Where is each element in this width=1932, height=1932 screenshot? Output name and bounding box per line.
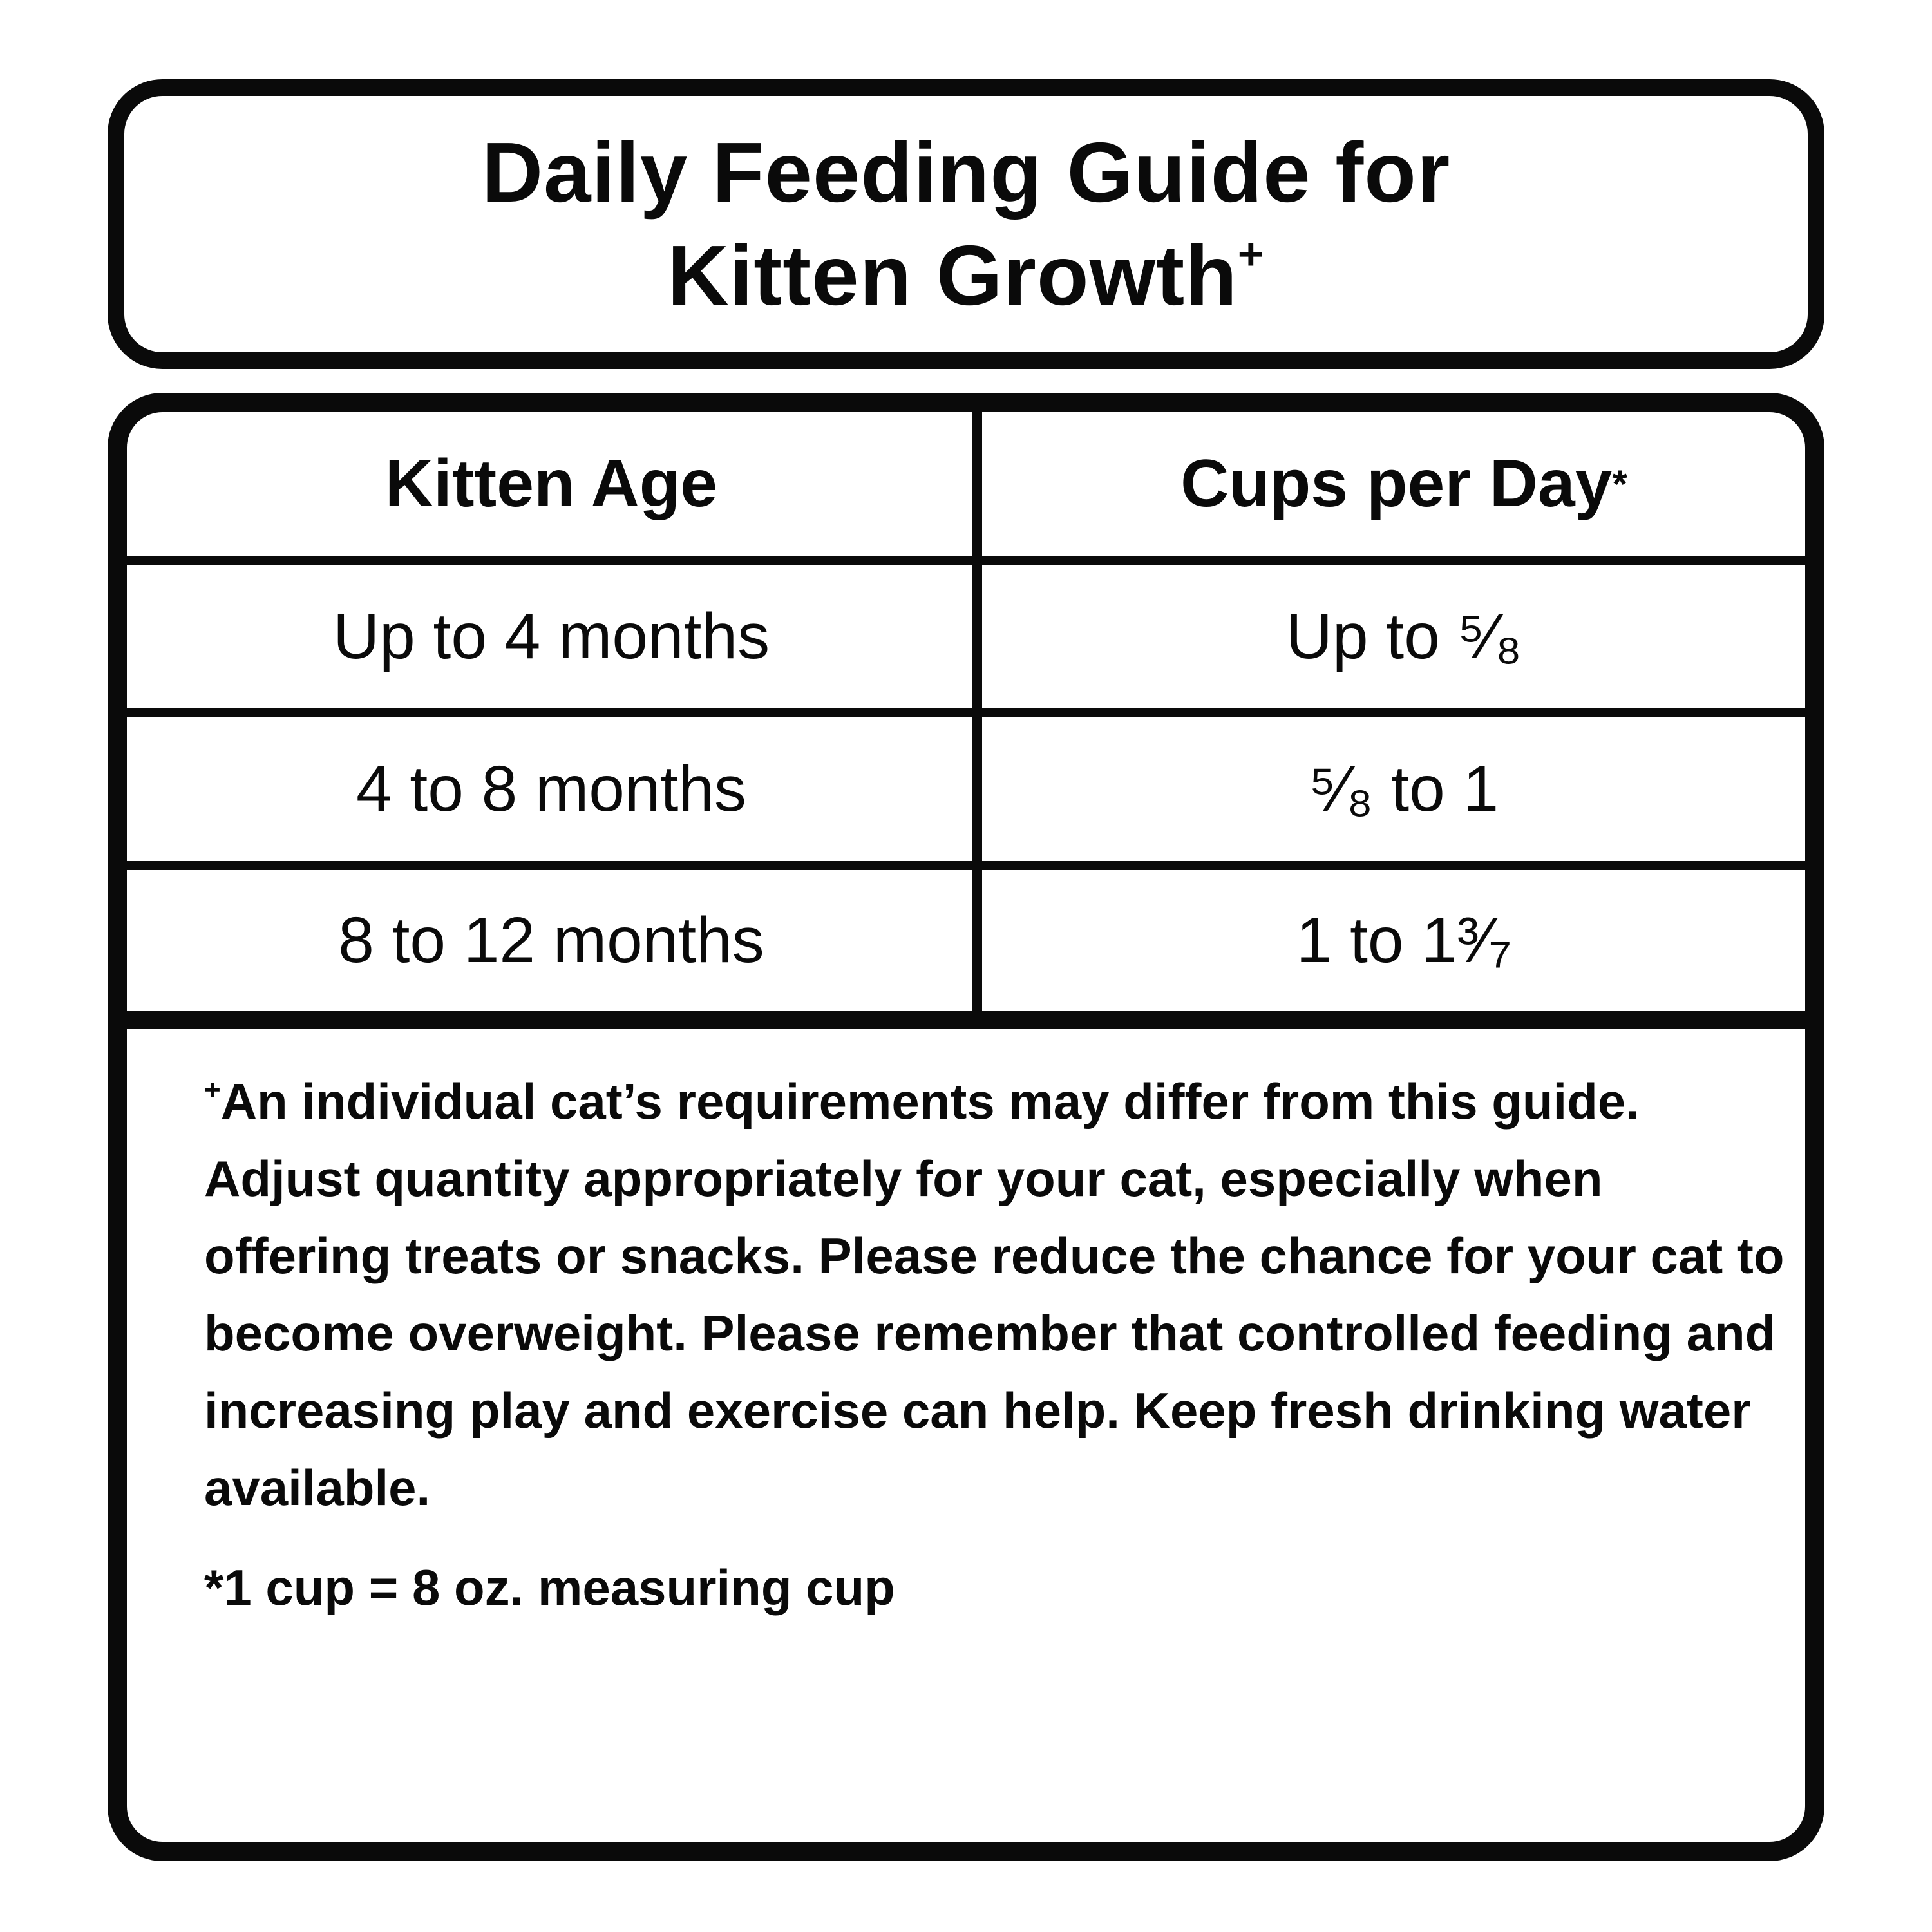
footnote-requirements xyxy=(204,1063,1801,1526)
row-1-cups: Up to ⁵⁄₈ xyxy=(1285,600,1522,672)
row-2-cups: ⁵⁄₈ to 1 xyxy=(1309,753,1499,825)
title-box xyxy=(108,79,1824,369)
row-2-age: 4 to 8 months xyxy=(356,753,746,825)
divider-row-2 xyxy=(127,861,1805,870)
title-plus-mark: + xyxy=(1237,229,1265,279)
header-cups-per-day: Cups per Day * xyxy=(1180,446,1627,521)
title-line-1: Daily Feeding Guide for xyxy=(481,125,1451,220)
row-3-cups: 1 to 1³⁄₇ xyxy=(1296,904,1512,976)
row-1-age: Up to 4 months xyxy=(332,600,770,672)
row-3-age: 8 to 12 months xyxy=(338,904,764,976)
title-line-2-text: Kitten Growth xyxy=(667,228,1238,323)
divider-row-1 xyxy=(127,708,1805,717)
header-cups-text: Cups per Day xyxy=(1180,446,1613,521)
footnote-cup-measure: *1 cup = 8 oz. measuring cup xyxy=(204,1559,895,1616)
footnote-plus-mark: + xyxy=(204,1074,221,1106)
feeding-table-box xyxy=(108,393,1824,1861)
feeding-table xyxy=(127,412,1805,1030)
divider-table-bottom xyxy=(127,1011,1805,1029)
header-kitten-age: Kitten Age xyxy=(384,446,718,521)
footnote-requirements-text: An individual cat’s requirements may differ from this guide. Adjust quantity appropriately for your cat, especially when offering treats or snacks. Please reduce the chance for your cat to become overweight. Please remember that controlled feeding and increasing play and exercise can help. Keep fresh drinking water available. xyxy=(204,1073,1785,1516)
divider-header xyxy=(127,556,1805,565)
title-line-2 xyxy=(667,224,1264,327)
divider-column xyxy=(972,412,982,1021)
notes-section xyxy=(204,1063,1801,1626)
